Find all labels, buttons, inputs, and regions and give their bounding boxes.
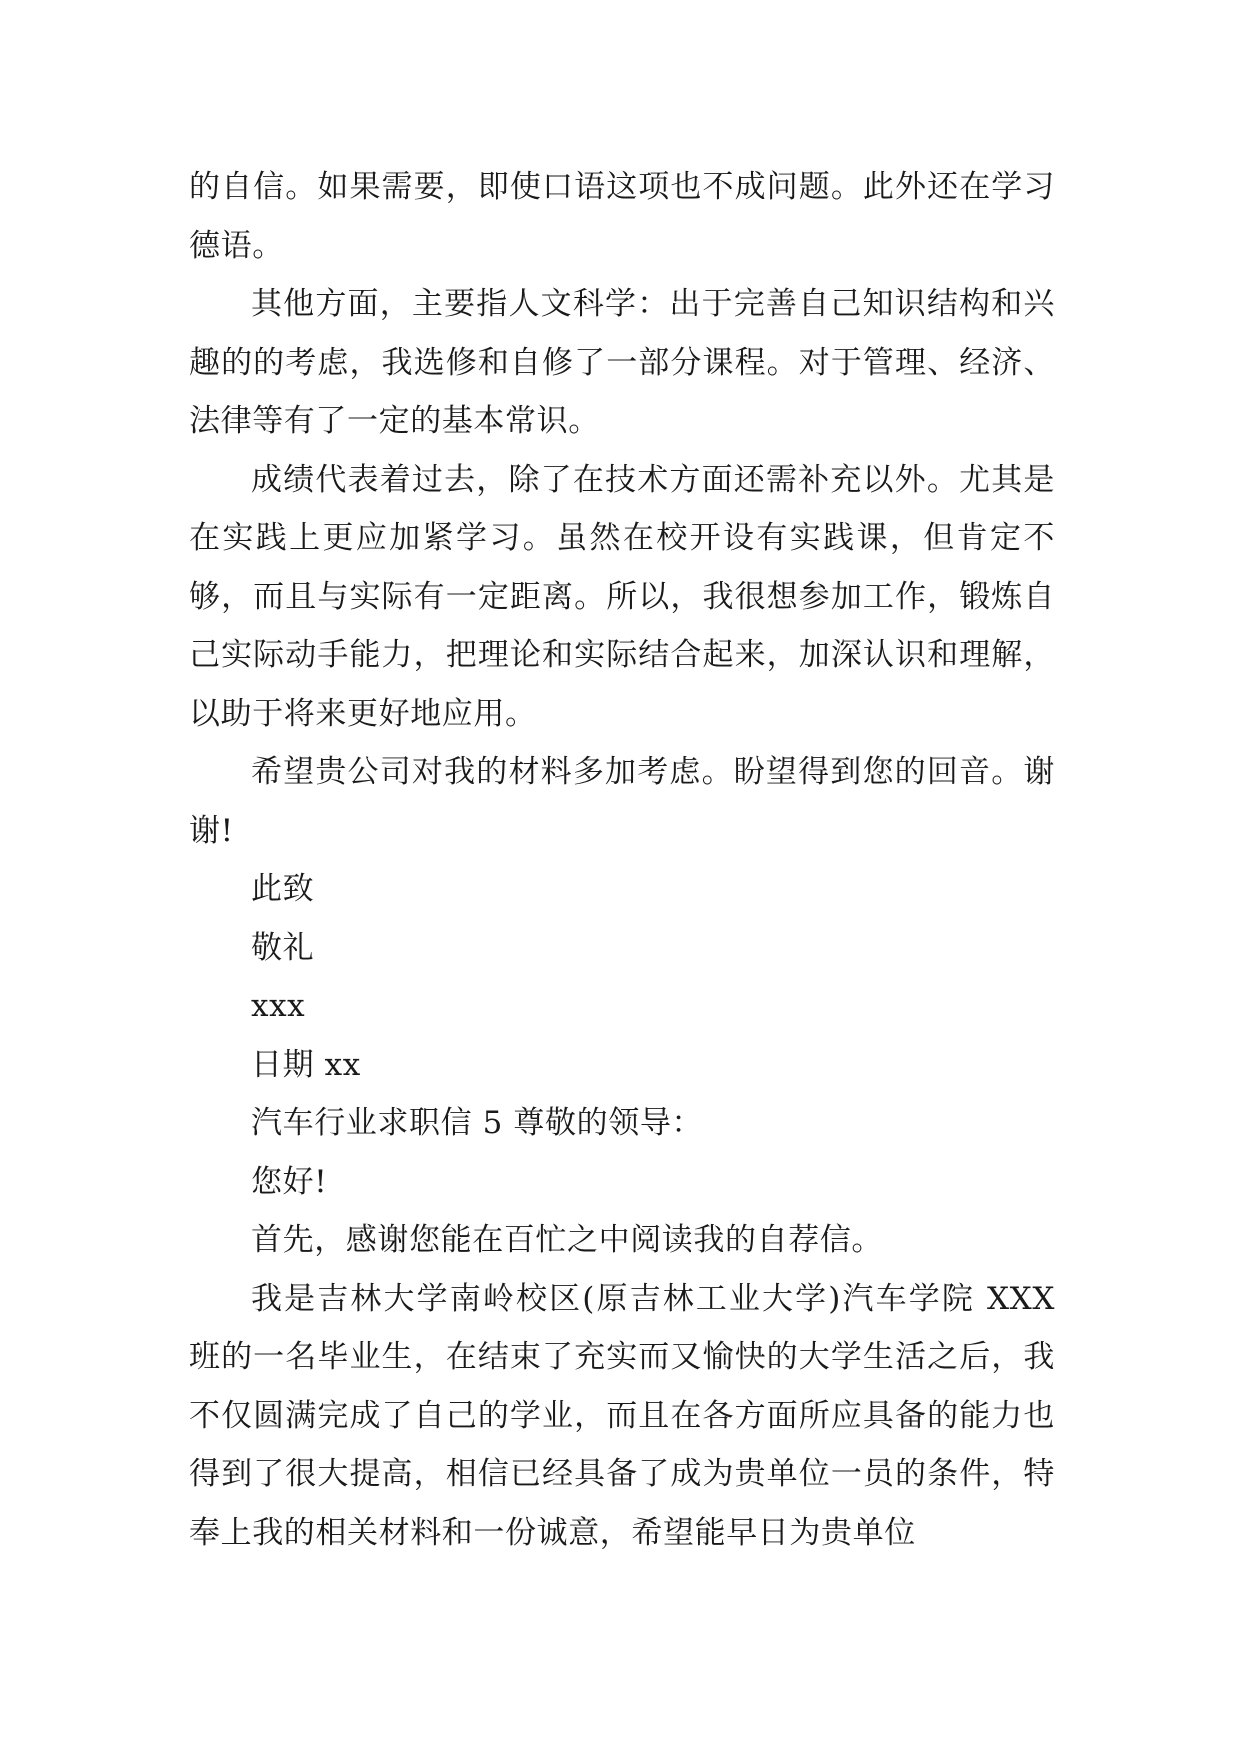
letter-heading: 汽车行业求职信 5 尊敬的领导：	[251, 1105, 704, 1141]
closing-salutation: 此致	[251, 871, 315, 907]
signature-date: 日期 xx	[251, 1046, 361, 1083]
paragraph-introduction: 我是吉林大学南岭校区(原吉林工业大学)汽车学院 XXX 班的一名毕业生，在结束了充实而又愉快的大学生活之后，我不仅圆满完成了自己的学业，而且在各方面所应具备的能力也得到了很大提高，相信已经具备了成为贵单位一员的条件，特奉上我的相关材料和一份诚意，希望能早日为贵单位	[189, 1280, 1055, 1551]
greeting: 您好!	[251, 1163, 328, 1200]
paragraph-4: 希望贵公司对我的材料多加考虑。盼望得到您的回音。谢谢!	[189, 754, 1055, 849]
paragraph-3: 成绩代表着过去，除了在技术方面还需补充以外。尤其是在实践上更应加紧学习。虽然在校开设有实践课，但肯定不够，而且与实际有一定距离。所以，我很想参加工作，锻炼自己实际动手能力，把理论和实际结合起来，加深认识和理解，以助于将来更好地应用。	[189, 461, 1055, 732]
closing-regards: 敬礼	[251, 929, 315, 966]
paragraph-1: 的自信。如果需要，即使口语这项也不成问题。此外还在学习德语。	[189, 169, 1055, 264]
paragraph-thanks: 首先，感谢您能在百忙之中阅读我的自荐信。	[251, 1222, 883, 1258]
paragraph-2: 其他方面，主要指人文科学：出于完善自己知识结构和兴趣的的考虑，我选修和自修了一部分课程。对于管理、经济、法律等有了一定的基本常识。	[189, 286, 1055, 439]
document-body	[189, 158, 1055, 1562]
signature-name: xxx	[251, 988, 306, 1024]
